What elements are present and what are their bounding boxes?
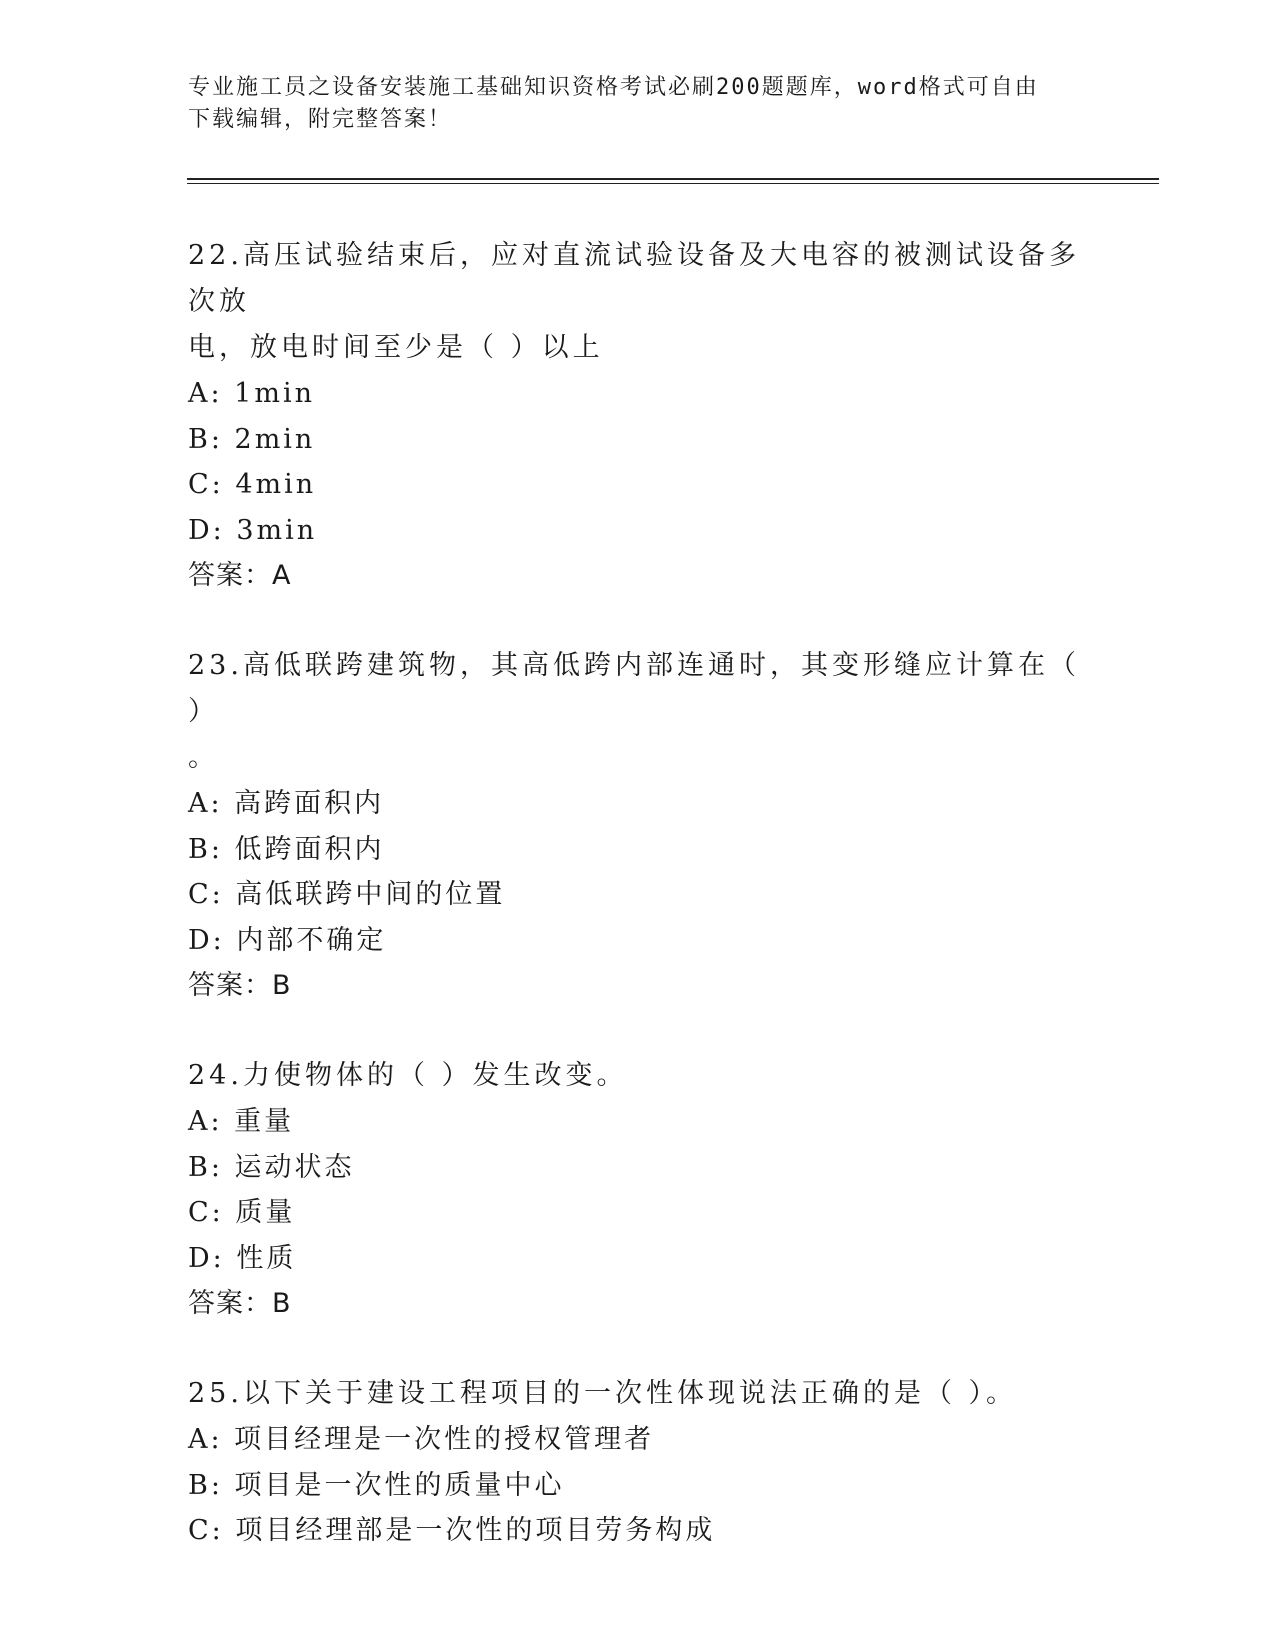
option-b: B: 2min [188, 423, 316, 455]
header-divider-thick [187, 178, 1159, 180]
option-a: A: 1min [188, 378, 315, 409]
option-d: D: 内部不确定 [188, 924, 387, 956]
question-stem-line: 22.高压试验结束后，应对直流试验设备及大电容的被测试设备多次放 [188, 240, 1080, 317]
option-a: A: 重量 [188, 1106, 295, 1137]
header-line-2: 下载编辑，附完整答案！ [188, 107, 453, 132]
question-list [188, 233, 1088, 1598]
question-stem-line: 。 [188, 742, 219, 773]
option-a: A: 项目经理是一次性的授权管理者 [188, 1424, 655, 1455]
option-c: C: 4min [188, 469, 317, 500]
question-22 [188, 233, 1088, 599]
answer: 答案：B [188, 970, 292, 1001]
option-c: C: 项目经理部是一次性的项目劳务构成 [188, 1515, 716, 1546]
option-b: B: 低跨面积内 [188, 833, 385, 865]
answer: 答案：B [188, 1288, 292, 1319]
option-c: C: 质量 [188, 1197, 296, 1228]
question-stem-line: 电，放电时间至少是（ ）以上 [188, 332, 604, 363]
option-d: D: 3min [188, 514, 318, 546]
option-c: C: 高低联跨中间的位置 [188, 879, 506, 910]
question-24 [188, 1053, 1088, 1327]
question-25 [188, 1371, 1088, 1554]
option-a: A: 高跨面积内 [188, 788, 385, 819]
question-stem-line: 25.以下关于建设工程项目的一次性体现说法正确的是（ ）。 [188, 1378, 1018, 1409]
document-header [188, 72, 1068, 136]
option-b: B: 项目是一次性的质量中心 [188, 1469, 565, 1501]
option-d: D: 性质 [188, 1242, 297, 1274]
question-23 [188, 643, 1088, 1009]
header-line-1: 专业施工员之设备安装施工基础知识资格考试必刷200题题库，word格式可自由 [188, 75, 1039, 100]
question-stem-line: 23.高低联跨建筑物，其高低跨内部连通时，其变形缝应计算在（ ） [188, 650, 1080, 727]
answer: 答案：A [188, 560, 292, 591]
header-divider-thin [187, 183, 1159, 184]
option-b: B: 运动状态 [188, 1151, 355, 1183]
question-stem-line: 24.力使物体的（ ）发生改变。 [188, 1060, 628, 1091]
